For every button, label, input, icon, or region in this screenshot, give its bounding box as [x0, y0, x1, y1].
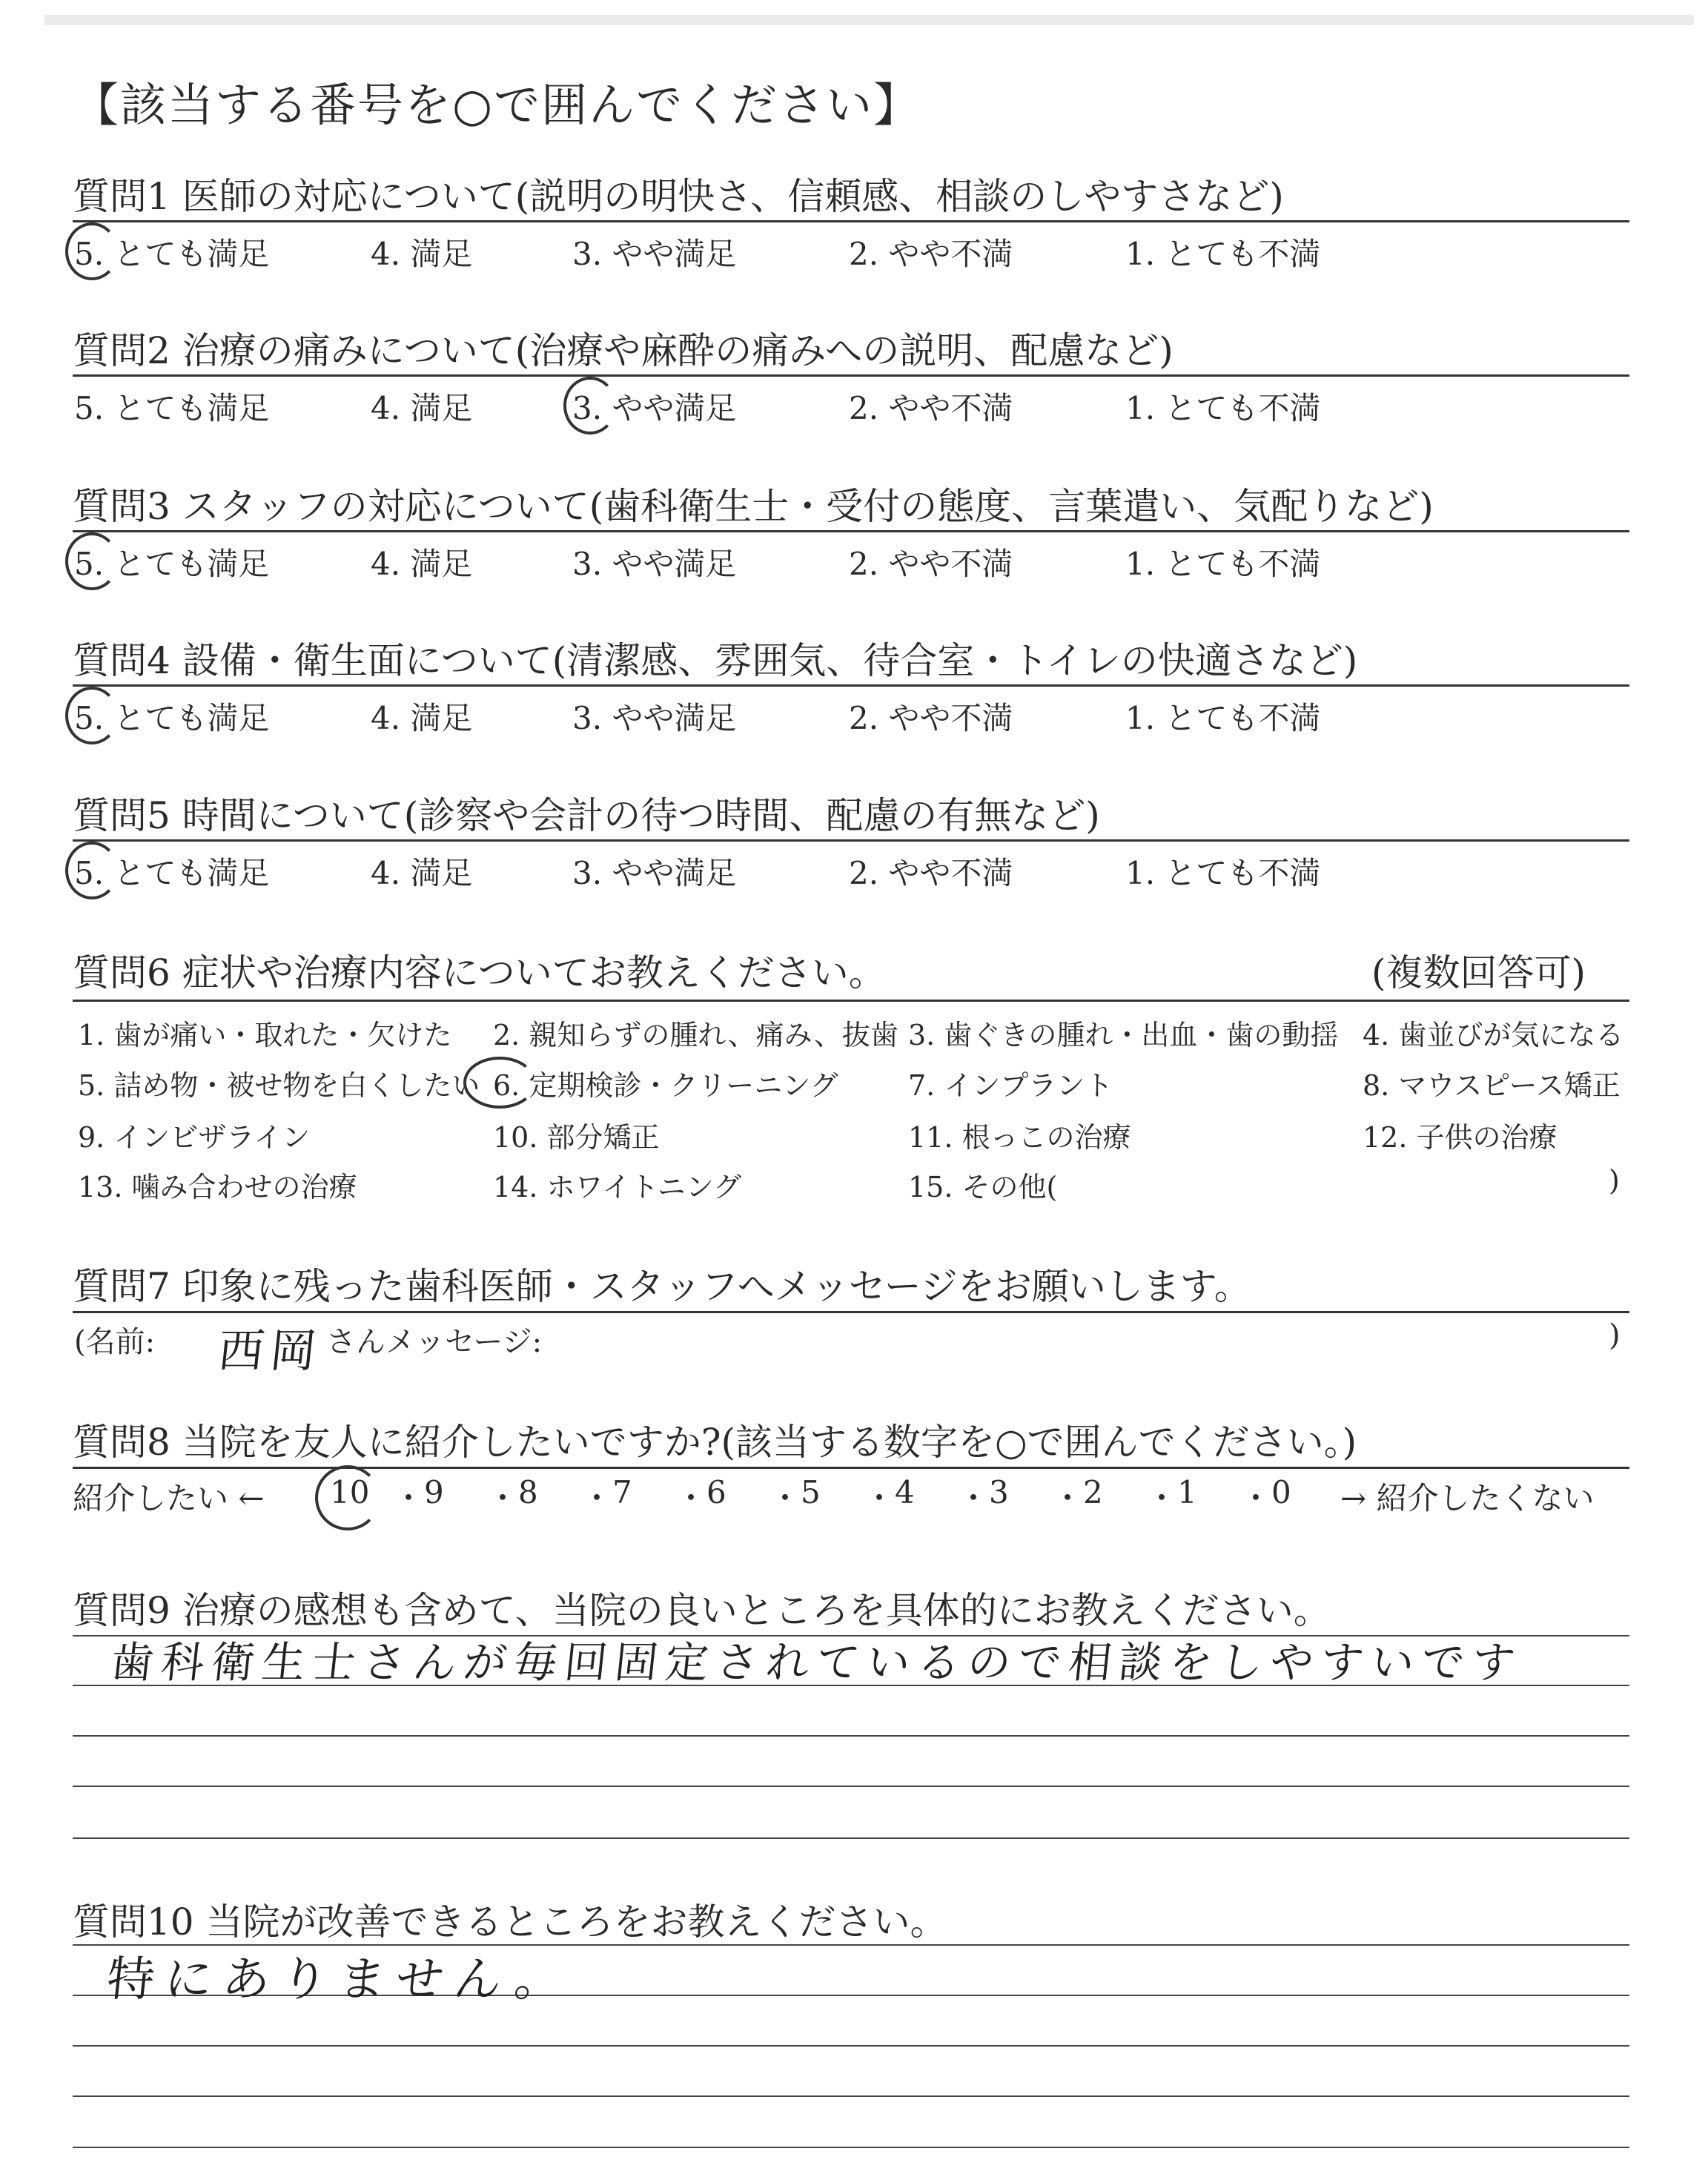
q5-option-3[interactable]: 3. やや満足 — [572, 855, 737, 891]
q10-line-5 — [73, 2147, 1629, 2148]
q4-label: 質問4 設備・衛生面について(清潔感、雰囲気、待合室・トイレの快適さなど) — [73, 639, 1358, 682]
q8-scale-9[interactable]: 9 — [424, 1474, 444, 1510]
q6-option-14[interactable]: 14. ホワイトニング — [493, 1171, 742, 1203]
q6-option-9[interactable]: 9. インビザライン — [78, 1121, 311, 1154]
q9-answer: 歯科衛生士さんが毎回固定されているので相談をしやすいです — [107, 1637, 1526, 1688]
q8-left-label: 紹介したい ← — [73, 1480, 265, 1516]
q8-scale-separator: ・ — [864, 1480, 896, 1516]
q8-scale-separator: ・ — [675, 1480, 707, 1516]
q6-option-13[interactable]: 13. 噛み合わせの治療 — [78, 1171, 357, 1203]
q2-option-5[interactable]: 5. とても満足 — [74, 390, 270, 426]
q7-message-prefix: さんメッセージ: — [326, 1325, 543, 1359]
q8-scale-8[interactable]: 8 — [518, 1474, 538, 1510]
q4-option-3[interactable]: 3. やや満足 — [572, 700, 737, 736]
q8-label: 質問8 当院を友人に紹介したいですか?(該当する数字を○で囲んでください。) — [73, 1421, 1357, 1464]
q1-option-5[interactable]: 5. とても満足 — [74, 236, 270, 272]
q8-scale-7[interactable]: 7 — [612, 1474, 632, 1510]
q5-label: 質問5 時間について(診察や会計の待つ時間、配慮の有無など) — [73, 794, 1100, 837]
q5-option-2[interactable]: 2. やや不満 — [849, 855, 1013, 891]
q7-name-handwritten: 西岡 — [215, 1324, 325, 1378]
q3-option-3[interactable]: 3. やや満足 — [572, 546, 737, 582]
q6-option-12[interactable]: 12. 子供の治療 — [1363, 1121, 1558, 1154]
q8-scale-3[interactable]: 3 — [989, 1474, 1009, 1510]
q8-scale-2[interactable]: 2 — [1083, 1474, 1103, 1510]
q8-scale-separator: ・ — [1052, 1480, 1084, 1516]
q1-option-2[interactable]: 2. やや不満 — [849, 236, 1013, 272]
q5-option-4[interactable]: 4. 満足 — [371, 855, 473, 891]
q4-option-4[interactable]: 4. 満足 — [371, 700, 473, 736]
q8-scale-separator: ・ — [958, 1480, 990, 1516]
q8-scale-0[interactable]: 0 — [1271, 1474, 1291, 1510]
q6-rule — [73, 1000, 1629, 1002]
q2-rule — [73, 374, 1629, 377]
q2-option-3[interactable]: 3. やや満足 — [572, 390, 737, 426]
q6-option-6[interactable]: 6. 定期検診・クリーニング — [493, 1069, 838, 1102]
q8-scale-separator: ・ — [487, 1480, 519, 1516]
q8-scale-separator: ・ — [581, 1480, 613, 1516]
q7-name-prefix: (名前: — [74, 1325, 156, 1359]
q8-selection-circle — [315, 1465, 380, 1530]
q2-option-4[interactable]: 4. 満足 — [371, 390, 473, 426]
q9-line-3 — [73, 1735, 1629, 1737]
q6-option-8[interactable]: 8. マウスピース矯正 — [1363, 1069, 1621, 1102]
q4-option-5[interactable]: 5. とても満足 — [74, 700, 270, 736]
q1-selection-circle — [65, 222, 119, 280]
q7-label: 質問7 印象に残った歯科医師・スタッフへメッセージをお願いします。 — [73, 1265, 1251, 1308]
q3-option-2[interactable]: 2. やや不満 — [849, 546, 1013, 582]
q10-line-3 — [73, 2045, 1629, 2047]
scan-top-edge — [44, 15, 1694, 25]
q8-scale-10[interactable]: 10 — [330, 1474, 370, 1510]
q6-option-4[interactable]: 4. 歯並びが気になる — [1363, 1019, 1624, 1051]
q8-scale-separator: ・ — [393, 1480, 425, 1516]
q8-scale-5[interactable]: 5 — [801, 1474, 821, 1510]
q6-option-5[interactable]: 5. 詰め物・被せ物を白くしたい — [78, 1069, 480, 1102]
q7-rule — [73, 1311, 1629, 1313]
q1-rule — [73, 220, 1629, 222]
q10-answer: 特にありません。 — [104, 1952, 576, 2007]
q3-option-1[interactable]: 1. とても不満 — [1125, 546, 1321, 582]
q6-option-2[interactable]: 2. 親知らずの腫れ、痛み、抜歯 — [493, 1019, 898, 1051]
q2-option-1[interactable]: 1. とても不満 — [1125, 390, 1321, 426]
q9-label: 質問9 治療の感想も含めて、当院の良いところを具体的にお教えください。 — [73, 1589, 1331, 1632]
q8-scale-1[interactable]: 1 — [1177, 1474, 1197, 1510]
q3-label: 質問3 スタッフの対応について(歯科衛生士・受付の態度、言葉遣い、気配りなど) — [73, 485, 1434, 528]
q4-selection-circle — [65, 687, 119, 744]
q8-scale-4[interactable]: 4 — [895, 1474, 915, 1510]
q6-selection-circle — [463, 1057, 536, 1109]
q8-scale-separator: ・ — [769, 1480, 801, 1516]
q6-option-10[interactable]: 10. 部分矯正 — [493, 1121, 660, 1154]
q4-rule — [73, 684, 1629, 687]
q6-option-3[interactable]: 3. 歯ぐきの腫れ・出血・歯の動揺 — [908, 1019, 1339, 1051]
q1-option-1[interactable]: 1. とても不満 — [1125, 236, 1321, 272]
q6-option-1[interactable]: 1. 歯が痛い・取れた・欠けた — [78, 1019, 452, 1051]
q3-selection-circle — [65, 532, 119, 590]
q9-line-4 — [73, 1786, 1629, 1787]
q7-close-paren: ) — [1609, 1318, 1621, 1353]
q1-option-3[interactable]: 3. やや満足 — [572, 236, 737, 272]
q2-selection-circle — [563, 377, 617, 435]
q2-label: 質問2 治療の痛みについて(治療や麻酔の痛みへの説明、配慮など) — [73, 329, 1174, 372]
q8-scale-separator: ・ — [1240, 1480, 1272, 1516]
q10-label: 質問10 当院が改善できるところをお教えください。 — [73, 1900, 947, 1943]
q5-option-5[interactable]: 5. とても満足 — [74, 855, 270, 891]
q8-rule — [73, 1467, 1629, 1469]
q5-rule — [73, 839, 1629, 842]
q8-right-label: → 紹介したくない — [1340, 1480, 1595, 1516]
q2-option-2[interactable]: 2. やや不満 — [849, 390, 1013, 426]
q6-label: 質問6 症状や治療内容についてお教えください。 — [73, 951, 886, 994]
q3-option-5[interactable]: 5. とても満足 — [74, 546, 270, 582]
q3-rule — [73, 530, 1629, 532]
q1-option-4[interactable]: 4. 満足 — [371, 236, 473, 272]
q8-scale-6[interactable]: 6 — [706, 1474, 726, 1510]
q1-label: 質問1 医師の対応について(説明の明快さ、信頼感、相談のしやすさなど) — [73, 175, 1284, 218]
q6-option-15[interactable]: 15. その他( — [908, 1171, 1058, 1203]
form-title: 【該当する番号を○で囲んでください】 — [73, 78, 921, 132]
q5-selection-circle — [65, 842, 119, 899]
q5-option-1[interactable]: 1. とても不満 — [1125, 855, 1321, 891]
q6-other-close: ) — [1609, 1164, 1620, 1197]
q4-option-2[interactable]: 2. やや不満 — [849, 700, 1013, 736]
q6-option-11[interactable]: 11. 根っこの治療 — [908, 1121, 1131, 1154]
q8-scale-separator: ・ — [1146, 1480, 1178, 1516]
q10-line-4 — [73, 2095, 1629, 2097]
q4-option-1[interactable]: 1. とても不満 — [1125, 700, 1321, 736]
q6-note: (複数回答可) — [1371, 951, 1586, 994]
q3-option-4[interactable]: 4. 満足 — [371, 546, 473, 582]
q9-line-5 — [73, 1837, 1629, 1839]
q6-option-7[interactable]: 7. インプラント — [908, 1069, 1113, 1102]
